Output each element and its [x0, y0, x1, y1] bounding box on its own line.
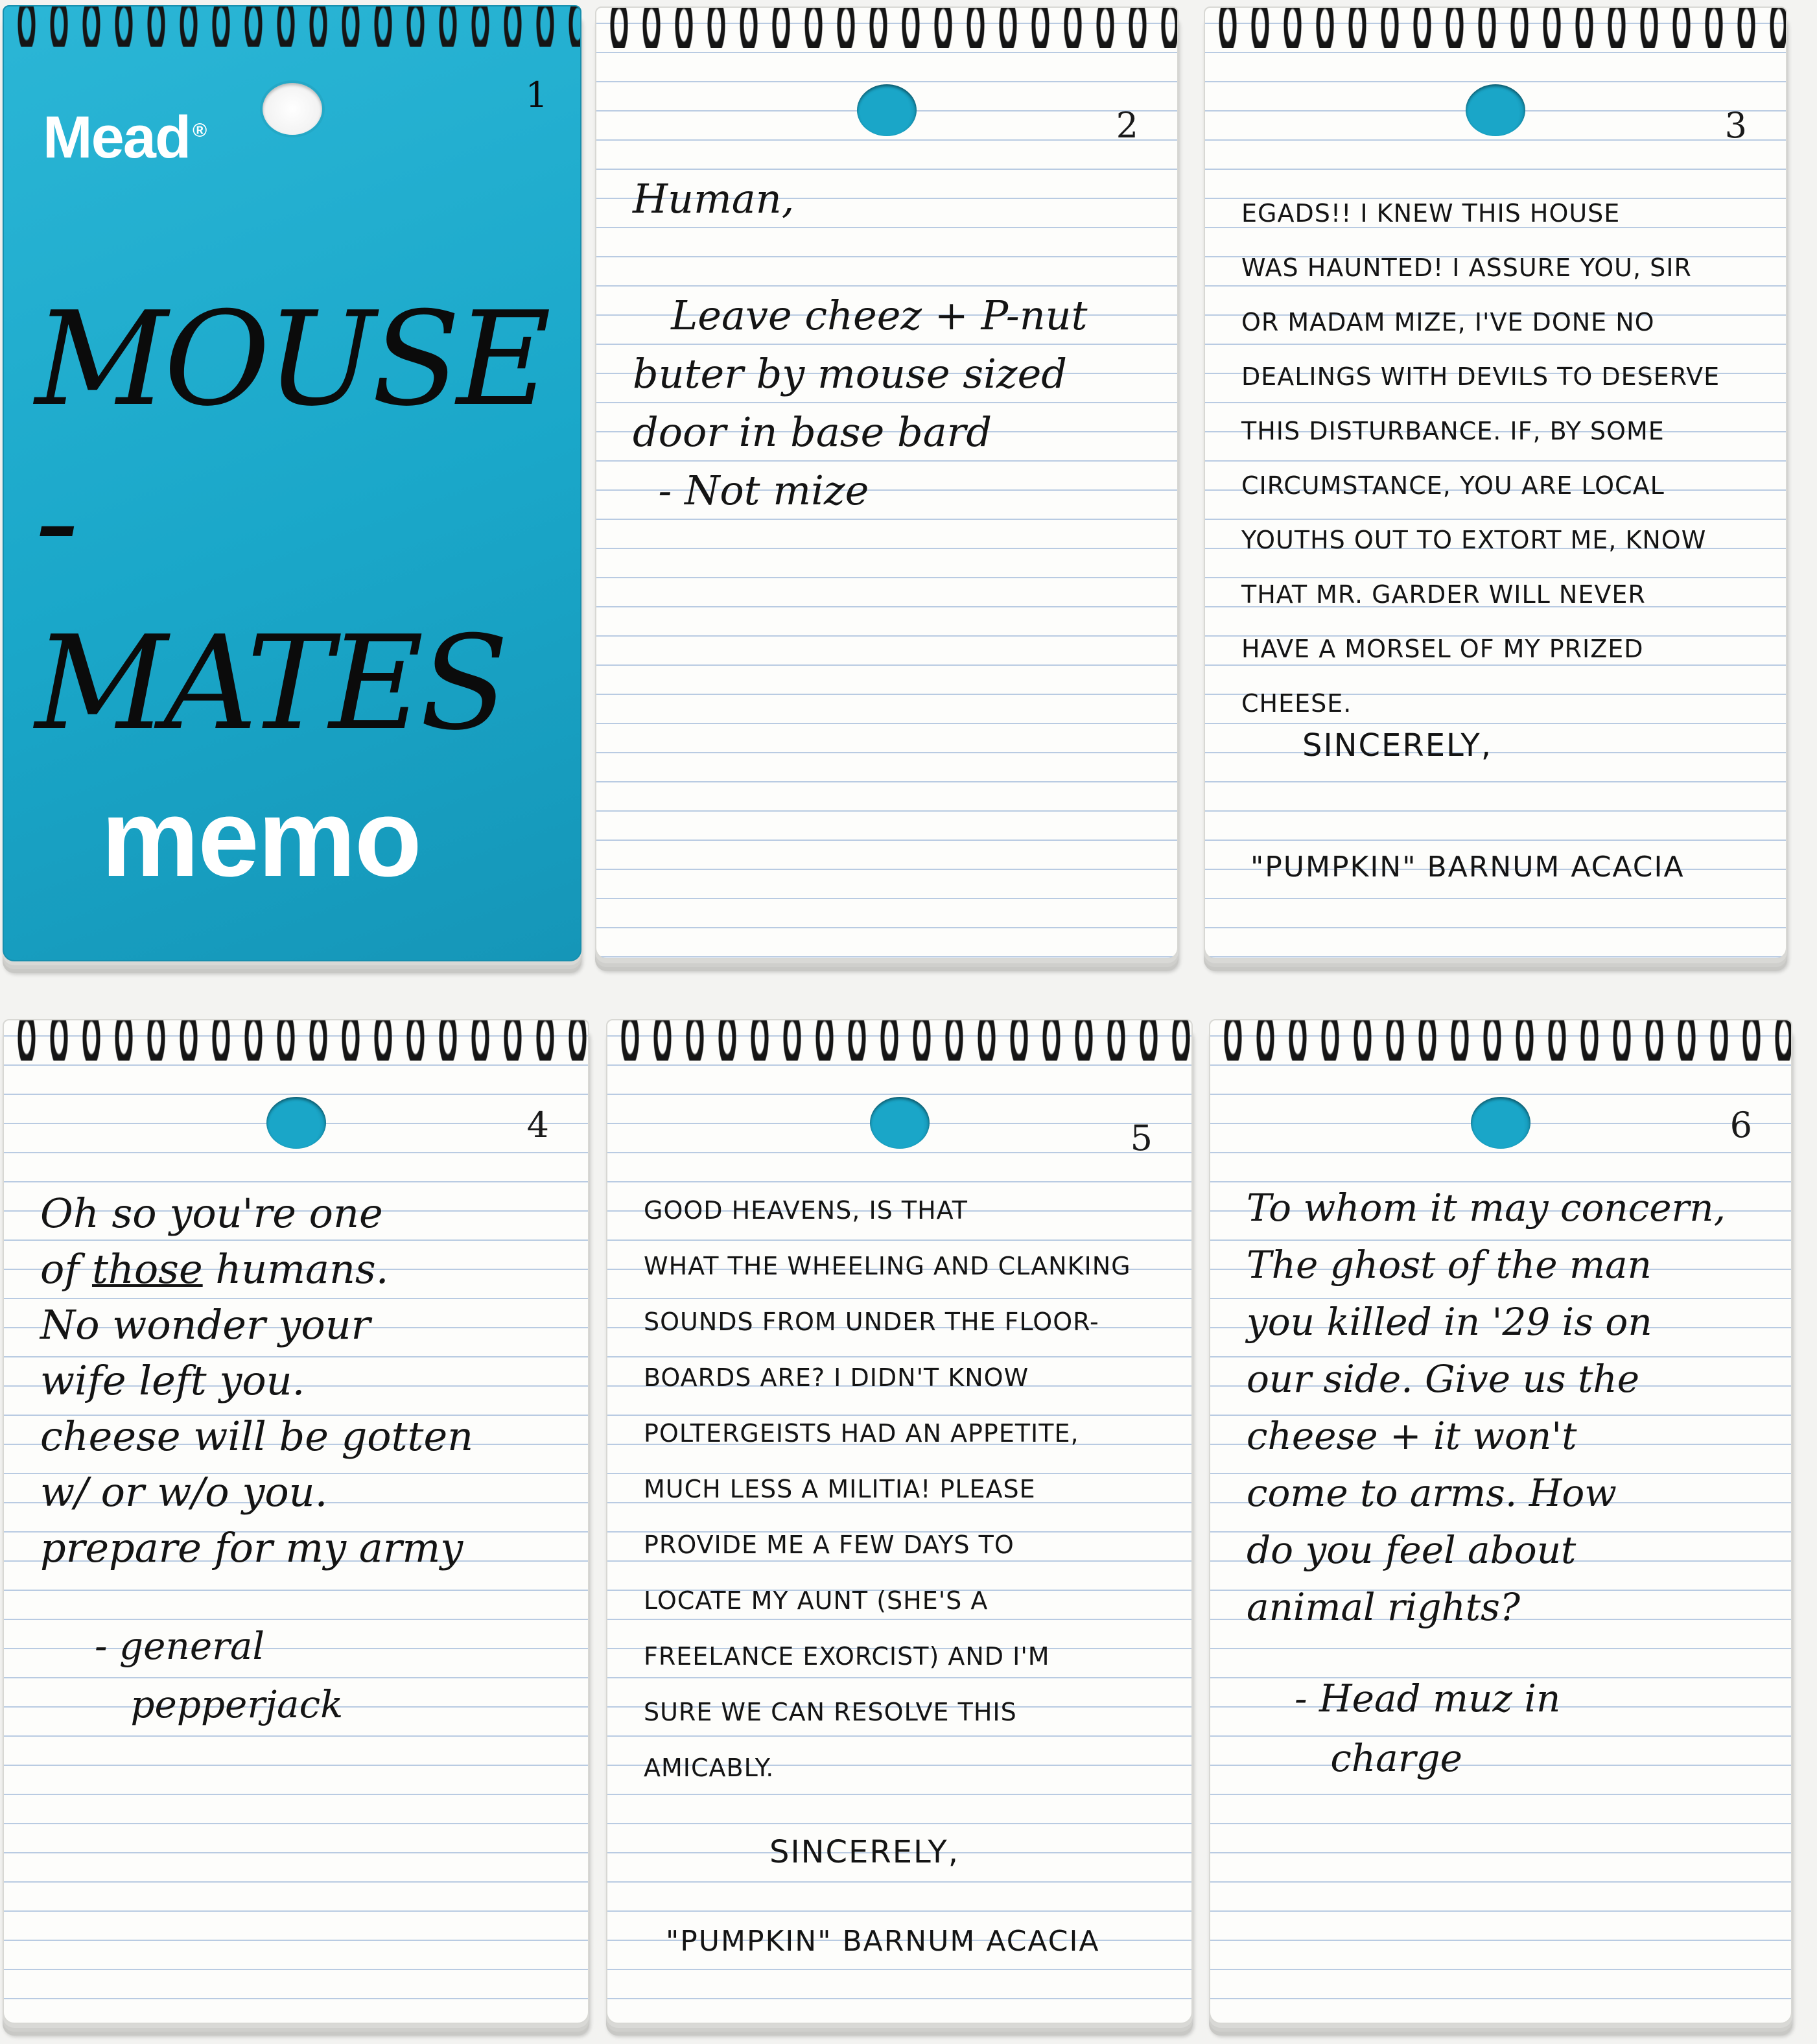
spiral-binding [607, 1020, 1191, 1066]
punch-hole [1466, 84, 1525, 136]
page-number: 1 [525, 75, 548, 115]
brand-logo: Mead ® [43, 104, 207, 170]
memo-page-4 [3, 1019, 589, 2024]
memo-page-6 [1209, 1019, 1792, 2024]
note-signature: - general pepperjack [95, 1624, 344, 1726]
cover-title: MOUSE - MATES [35, 284, 548, 759]
note-closing: SINCERELY, [769, 1834, 959, 1870]
spiral-binding [4, 6, 580, 52]
punch-hole [266, 1097, 326, 1149]
page-number: 3 [1724, 105, 1747, 146]
note-body: To whom it may concern, The ghost of the man you killed in '29 is on our side. Give us the cheese + it won't come to arms. How do you feel about animal rights? [1247, 1186, 1726, 1629]
memo-cover [3, 5, 581, 961]
spiral-binding [4, 1020, 588, 1066]
note-signature: "PUMPKIN" BARNUM ACACIA [666, 1925, 1100, 1958]
note-body: EGADS!! I KNEW THIS HOUSE WAS HAUNTED! I ASSURE YOU, SIR OR MADAM MIZE, I'VE DONE NO DEALINGS WITH DEVILS TO DESERVE THIS DISTURBANCE. IF, BY SOME CIRCUMSTANCE, YOU ARE LOCAL YOUTHS OUT TO EXTORT ME, KNOW THAT MR. GARDER WILL NEVER HAVE A MORSEL OF MY PRIZED CHEESE. [1241, 199, 1720, 718]
memo-page-5 [606, 1019, 1193, 2024]
page-number: 2 [1116, 105, 1138, 146]
memo-page-3 [1204, 6, 1787, 959]
spiral-binding [1205, 8, 1786, 53]
punch-hole [263, 83, 322, 135]
note-body [40, 1186, 562, 1576]
note-body: GOOD HEAVENS, IS THAT WHAT THE WHEELING AND CLANKING SOUNDS FROM UNDER THE FLOOR- BOARDS ARE? I DIDN'T KNOW POLTERGEISTS HAD AN APPETITE, MUCH LESS A MILITIA! PLEASE PROVIDE ME A FEW DAYS TO LOCATE MY AUNT (SHE'S A FREELANCE EXORCIST) AND I'M SURE WE CAN RESOLVE THIS AMICABLY. [644, 1196, 1131, 1782]
spiral-binding [596, 8, 1177, 53]
page-number: 5 [1130, 1118, 1153, 1158]
page-number: 6 [1729, 1105, 1752, 1145]
note-body-start: Oh so you're one of [40, 1190, 383, 1293]
punch-hole [857, 84, 917, 136]
note-signature: - Head muz in charge [1295, 1676, 1561, 1780]
punch-hole [1471, 1097, 1530, 1149]
punch-hole [870, 1097, 930, 1149]
note-closing: SINCERELY, [1302, 727, 1492, 764]
note-body-end: humans. No wonder your wife left you. cheese will be gotten w/ or w/o you. prepare for my army [40, 1245, 474, 1571]
emphasized-word: those [91, 1245, 203, 1293]
page-number: 4 [526, 1105, 549, 1145]
spiral-binding [1210, 1020, 1791, 1066]
memo-page-2 [595, 6, 1178, 959]
cover-memo-label: memo [101, 777, 421, 900]
note-signature: "PUMPKIN" BARNUM ACACIA [1250, 851, 1685, 884]
note-body: Human, Leave cheez + P-nut buter by mouse sized door in base bard - Not mize [633, 175, 1088, 514]
